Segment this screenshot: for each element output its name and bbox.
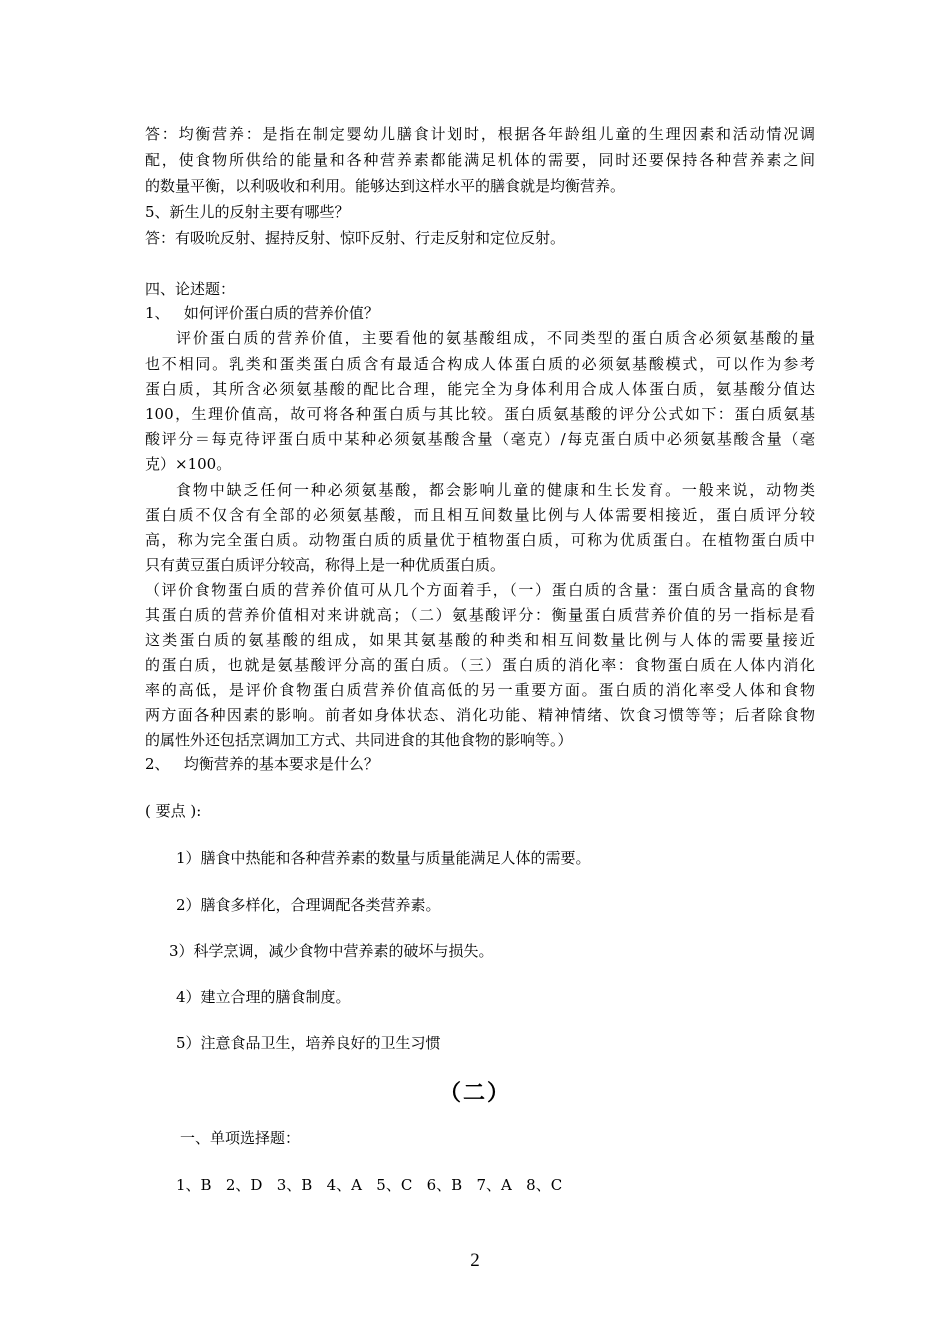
key-points-label: ( 要点 ): — [145, 802, 202, 820]
paragraph-3-line: 其蛋白质的营养价值相对来讲就高；（二）氨基酸评分：衡量蛋白质营养价值的另一指标是看 — [145, 606, 815, 624]
answer-5: 答：有吸吮反射、握持反射、惊吓反射、行走反射和定位反射。 — [145, 229, 566, 247]
multiple-choice-title: 一、单项选择题： — [180, 1129, 301, 1147]
section-4-title: 四、论述题： — [145, 280, 236, 298]
paragraph-3-line: 的属性外还包括烹调加工方式、共同进食的其他食物的影响等。） — [145, 731, 573, 749]
paragraph-2-line: 高，称为完全蛋白质。动物蛋白质的质量优于植物蛋白质，可称为优质蛋白。在植物蛋白质中 — [145, 531, 815, 549]
key-point-item: 5）注意食品卫生，培养良好的卫生习惯 — [176, 1034, 441, 1052]
key-point-item: 2）膳食多样化，合理调配各类营养素。 — [176, 896, 441, 914]
paragraph-3-line: 的蛋白质，也就是氨基酸评分高的蛋白质。（三）蛋白质的消化率：食物蛋白质在人体内消化 — [145, 656, 815, 674]
key-point-item: 1）膳食中热能和各种营养素的数量与质量能满足人体的需要。 — [176, 849, 591, 867]
paragraph-1-line: 蛋白质，其所含必须氨基酸的配比合理，能完全为身体利用合成人体蛋白质，氨基酸分值达 — [145, 380, 815, 398]
answer-line: 的数量平衡，以利吸收和利用。能够达到这样水平的膳食就是均衡营养。 — [145, 177, 626, 195]
essay-question-2: 2、 均衡营养的基本要求是什么？ — [145, 755, 379, 773]
answer-line: 答：均衡营养：是指在制定婴幼儿膳食计划时，根据各年龄组儿童的生理因素和活动情况调 — [145, 125, 815, 143]
paragraph-3-line: 这类蛋白质的氨基酸的组成，如果其氨基酸的种类和相互间数量比例与人体的需要量接近 — [145, 631, 815, 649]
essay-question-1: 1、 如何评价蛋白质的营养价值？ — [145, 304, 379, 322]
part-2-title: （二） — [438, 1080, 511, 1106]
answer-line: 配，使食物所供给的能量和各种营养素都能满足机体的需要，同时还要保持各种营养素之间 — [145, 151, 815, 169]
question-5: 5、新生儿的反射主要有哪些？ — [145, 203, 350, 221]
paragraph-1-line: 也不相同。乳类和蛋类蛋白质含有最适合构成人体蛋白质的必须氨基酸模式，可以作为参考 — [145, 355, 815, 373]
paragraph-3-line: （评价食物蛋白质的营养价值可从几个方面着手，（一）蛋白质的含量：蛋白质含量高的食物 — [145, 581, 815, 599]
paragraph-3-line: 率的高低，是评价食物蛋白质营养价值高低的另一重要方面。蛋白质的消化率受人体和食物 — [145, 681, 815, 699]
multiple-choice-answers: 1、B 2、D 3、B 4、A 5、C 6、B 7、A 8、C — [176, 1176, 563, 1194]
key-point-item: 3）科学烹调，减少食物中营养素的破坏与损失。 — [169, 942, 494, 960]
paragraph-1-line: 酸评分＝每克待评蛋白质中某种必须氨基酸含量（毫克）/每克蛋白质中必须氨基酸含量（毫 — [145, 430, 815, 448]
paragraph-2-line: 食物中缺乏任何一种必须氨基酸，都会影响儿童的健康和生长发育。一般来说，动物类 — [176, 481, 815, 499]
page-number: 2 — [470, 1250, 480, 1271]
paragraph-1-line: 100，生理价值高，故可将各种蛋白质与其比较。蛋白质氨基酸的评分公式如下：蛋白质氨基 — [145, 405, 815, 423]
paragraph-2-line: 蛋白质不仅含有全部的必须氨基酸，而且相互间数量比例与人体需要相接近，蛋白质评分较 — [145, 506, 815, 524]
paragraph-2-line: 只有黄豆蛋白质评分较高，称得上是一种优质蛋白质。 — [145, 556, 506, 574]
paragraph-1-line: 克）×100。 — [145, 455, 232, 473]
paragraph-1-line: 评价蛋白质的营养价值，主要看他的氨基酸组成，不同类型的蛋白质含必须氨基酸的量 — [176, 329, 815, 347]
key-point-item: 4）建立合理的膳食制度。 — [176, 988, 351, 1006]
paragraph-3-line: 两方面各种因素的影响。前者如身体状态、消化功能、精神情绪、饮食习惯等等；后者除食物 — [145, 706, 815, 724]
